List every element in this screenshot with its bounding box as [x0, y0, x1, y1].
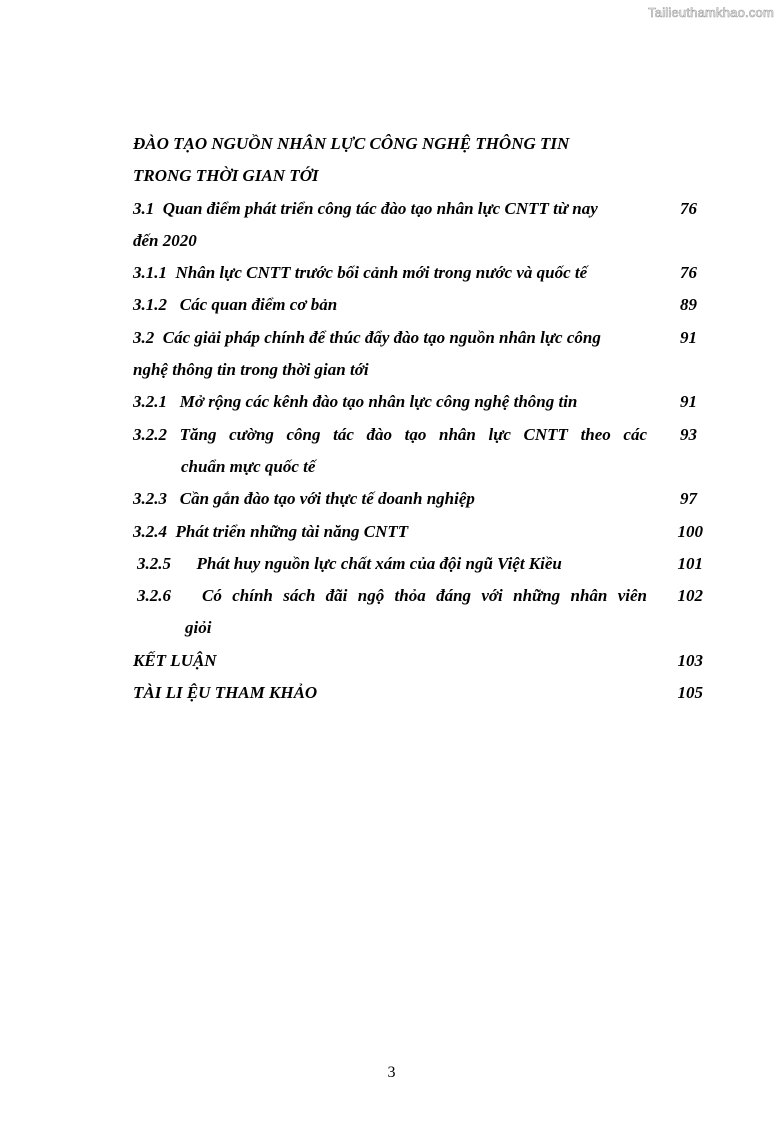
- toc-entry-3-1-1[interactable]: [133, 257, 703, 289]
- toc-entry-3-1-2[interactable]: [133, 289, 703, 321]
- toc-entry-page: 91: [680, 327, 697, 347]
- toc-entry-3-2-2-continuation: [133, 451, 703, 483]
- toc-entry-number: 3.2.1: [133, 392, 167, 412]
- toc-entry-conclusion[interactable]: [133, 645, 703, 677]
- toc-entry-page: 76: [680, 263, 697, 283]
- toc-entry-3-2-2[interactable]: [133, 419, 703, 451]
- toc-entry-title: Cần gắn đào tạo với thực tế doanh nghiệp: [179, 489, 475, 509]
- toc-entry-number: 3.1.1: [133, 263, 167, 283]
- toc-entry-page: 93: [680, 424, 697, 444]
- toc-entry-title: Phát huy nguồn lực chất xám của đội ngũ Việt Kiều: [196, 553, 562, 573]
- toc-entry-3-2-3[interactable]: [133, 483, 703, 515]
- toc-entry-title: chuẩn mực quốc tế: [181, 456, 316, 476]
- toc-entry-page: 103: [677, 650, 703, 670]
- toc-entry-title: KẾT LUẬN: [133, 650, 217, 670]
- toc-heading-line-1: [133, 128, 703, 160]
- toc-entry-title: TÀI LI ỆU THAM KHẢO: [133, 683, 318, 703]
- toc-entry-number: 3.2.3: [133, 489, 167, 509]
- toc-entry-3-2-1[interactable]: [133, 386, 703, 418]
- toc-entry-page: 102: [677, 586, 703, 606]
- toc-entry-page: 76: [680, 198, 697, 218]
- toc-entry-3-2-6[interactable]: [133, 580, 703, 612]
- toc-entry-3-1-continuation: [133, 225, 703, 257]
- toc-heading-text: TRONG THỜI GIAN TỚI: [133, 166, 319, 186]
- toc-entry-number: 3.2.2: [133, 424, 167, 444]
- toc-entry-title: Các quan điểm cơ bản: [179, 295, 338, 315]
- toc-heading-text: ĐÀO TẠO NGUỒN NHÂN LỰC CÔNG NGHỆ THÔNG TIN: [133, 134, 570, 153]
- toc-entry-number: 3.2: [133, 327, 155, 347]
- toc-entry-number: 3.2.4: [133, 521, 167, 541]
- toc-entry-title: Phát triển những tài năng CNTT: [175, 521, 409, 541]
- toc-entry-number: 3.1: [133, 198, 155, 218]
- toc-entry-3-1[interactable]: [133, 193, 703, 225]
- toc-entry-number: 3.1.2: [133, 295, 167, 315]
- toc-entry-3-2-4[interactable]: [133, 516, 703, 548]
- toc-entry-3-2[interactable]: [133, 322, 703, 354]
- watermark: Tailieuthamkhao.com: [648, 5, 774, 20]
- toc-entry-title: Nhân lực CNTT trước bối cảnh mới trong nước và quốc tế: [175, 263, 588, 283]
- toc-entry-title: đến 2020: [133, 230, 197, 250]
- toc-entry-3-2-5[interactable]: [133, 548, 703, 580]
- toc-entry-3-2-continuation: [133, 354, 703, 386]
- toc-entry-page: 89: [680, 295, 697, 315]
- toc-entry-title: Có chính sách đãi ngộ thỏa đáng với những nhân viên: [202, 586, 647, 606]
- toc-entry-title: Quan điểm phát triển công tác đào tạo nhân lực CNTT từ nay: [162, 198, 598, 218]
- toc-entry-page: 100: [677, 521, 703, 541]
- toc-entry-3-2-6-continuation: [133, 612, 703, 644]
- toc-entry-title: giỏi: [185, 618, 212, 638]
- toc-entry-number: 3.2.6: [137, 586, 171, 606]
- table-of-contents: [133, 128, 703, 709]
- toc-entry-page: 97: [680, 489, 697, 509]
- page-number: 3: [387, 1064, 396, 1081]
- toc-entry-number: 3.2.5: [137, 553, 171, 573]
- toc-entry-title: Các giải pháp chính để thúc đẩy đào tạo nguồn nhân lực công: [162, 327, 601, 347]
- toc-entry-page: 101: [677, 553, 703, 573]
- toc-heading-line-2: [133, 160, 703, 192]
- toc-entry-title: Tăng cường công tác đào tạo nhân lực CNTT theo các: [179, 424, 648, 444]
- toc-entry-title: Mở rộng các kênh đào tạo nhân lực công nghệ thông tin: [179, 392, 578, 412]
- toc-entry-title: nghệ thông tin trong thời gian tới: [133, 360, 369, 380]
- toc-entry-references[interactable]: [133, 677, 703, 709]
- toc-entry-page: 105: [677, 683, 703, 703]
- toc-entry-page: 91: [680, 392, 697, 412]
